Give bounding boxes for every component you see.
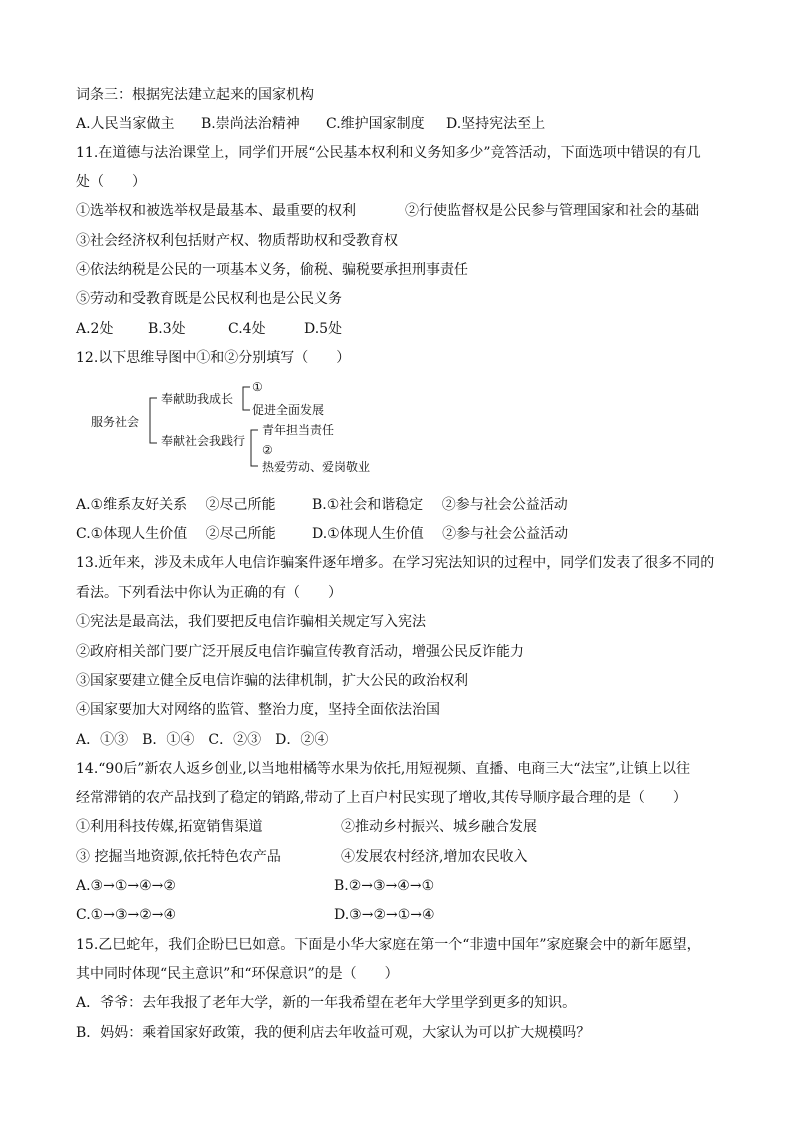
q12-option-d: D.①体现人生价值 ②参与社会公益活动 bbox=[312, 526, 569, 542]
q11-item-4: ④依法纳税是公民的一项基本义务，偷税、骗税要承担刑事责任 bbox=[76, 262, 468, 278]
q12-option-b: B.①社会和谐稳定 ②参与社会公益活动 bbox=[312, 497, 568, 513]
mindmap-branch-2-item-3: 热爱劳动、爱岗敬业 bbox=[262, 460, 371, 474]
top-option-a: A.人民当家做主 bbox=[76, 116, 175, 132]
q11-stem-line2: 处（ ） bbox=[76, 174, 146, 190]
q12-option-c: C.①体现人生价值 ②尽己所能 bbox=[76, 526, 276, 542]
q14-option-d: D.③→②→①→④ bbox=[334, 907, 435, 923]
q11-item-1: ①选举权和被选举权是最基本、最重要的权利 bbox=[76, 203, 356, 219]
q11-option-b: B.3处 bbox=[148, 321, 186, 337]
q14-item-1: ①利用科技传媒,拓宽销售渠道 bbox=[76, 819, 263, 835]
q15-option-b: B．妈妈：乘着国家好政策，我的便利店去年收益可观，大家认为可以扩大规模吗？ bbox=[76, 1025, 591, 1041]
q14-option-c: C.①→③→②→④ bbox=[76, 907, 177, 923]
top-option-d: D.坚持宪法至上 bbox=[446, 116, 546, 132]
mindmap-branch-1: 奉献助我成长 bbox=[161, 392, 234, 406]
mindmap-branch-2-item-2: ② bbox=[262, 443, 273, 457]
q14-stem-line2: 经常滞销的农产品找到了稳定的销路,带动了上百户村民实现了增收,其传导顺序最合理的是（ ） bbox=[76, 790, 687, 806]
mindmap-root: 服务社会 bbox=[91, 415, 140, 429]
q13-item-2: ②政府相关部门要广泛开展反电信诈骗宣传教育活动，增强公民反诈能力 bbox=[76, 644, 524, 660]
q11-option-a: A.2处 bbox=[76, 321, 114, 337]
q13-item-3: ③国家要建立健全反电信诈骗的法律机制，扩大公民的政治权利 bbox=[76, 673, 468, 689]
q14-option-b: B.②→③→④→① bbox=[334, 878, 435, 894]
q13-options: A．①③ B．①④ C．②③ D．②④ bbox=[76, 732, 329, 748]
q13-stem-line1: 13.近年来，涉及未成年人电信诈骗案件逐年增多。在学习宪法知识的过程中，同学们发表了很多不同的 bbox=[76, 555, 715, 571]
q11-item-5: ⑤劳动和受教育既是公民权利也是公民义务 bbox=[76, 291, 342, 307]
q15-stem-line1: 15.乙巳蛇年，我们企盼巳巳如意。下面是小华大家庭在第一个“非遗中国年”家庭聚会中的新年愿望， bbox=[76, 937, 701, 953]
q15-option-a: A．爷爷：去年我报了老年大学，新的一年我希望在老年大学里学到更多的知识。 bbox=[76, 995, 577, 1011]
q13-item-4: ④国家要加大对网络的监管、整治力度，坚持全面依法治国 bbox=[76, 702, 440, 718]
clue-3: 词条三：根据宪法建立起来的国家机构 bbox=[76, 87, 314, 103]
q11-stem-line1: 11.在道德与法治课堂上，同学们开展“公民基本权利和义务知多少”竞答活动，下面选项中错误的有几 bbox=[76, 145, 701, 161]
mindmap-branch-1-item-1: ① bbox=[252, 380, 263, 394]
q14-option-a: A.③→①→④→② bbox=[76, 878, 176, 894]
q12-stem: 12.以下思维导图中①和②分别填写（ ） bbox=[76, 350, 351, 366]
q11-item-2: ②行使监督权是公民参与管理国家和社会的基础 bbox=[405, 203, 699, 219]
top-option-b: B.崇尚法治精神 bbox=[201, 116, 300, 132]
q14-item-3: ③ 挖掘当地资源,依托特色农产品 bbox=[76, 849, 281, 865]
q11-option-c: C.4处 bbox=[228, 321, 266, 337]
q11-item-3: ③社会经济权利包括财产权、物质帮助权和受教育权 bbox=[76, 233, 398, 249]
q13-stem-line2: 看法。下列看法中你认为正确的有（ ） bbox=[76, 585, 342, 601]
q15-stem-line2: 其中同时体现“民主意识”和“环保意识”的是（ ） bbox=[76, 966, 399, 982]
q13-item-1: ①宪法是最高法，我们要把反电信诈骗相关规定写入宪法 bbox=[76, 614, 426, 630]
q14-item-4: ④发展农村经济,增加农民收入 bbox=[341, 849, 528, 865]
q14-item-2: ②推动乡村振兴、城乡融合发展 bbox=[341, 819, 537, 835]
mindmap-branch-2-item-1: 青年担当责任 bbox=[262, 423, 335, 437]
mindmap-branch-2: 奉献社会我践行 bbox=[161, 434, 246, 448]
q14-stem-line1: 14.“90后”新农人返乡创业,以当地柑橘等水果为依托,用短视频、直播、电商三大“法宝”,让镇上以往 bbox=[76, 761, 691, 777]
q11-option-d: D.5处 bbox=[304, 321, 343, 337]
q12-option-a: A.①维系友好关系 ②尽己所能 bbox=[76, 497, 276, 513]
top-option-c: C.维护国家制度 bbox=[326, 116, 425, 132]
mindmap-branch-1-item-2: 促进全面发展 bbox=[252, 403, 325, 417]
